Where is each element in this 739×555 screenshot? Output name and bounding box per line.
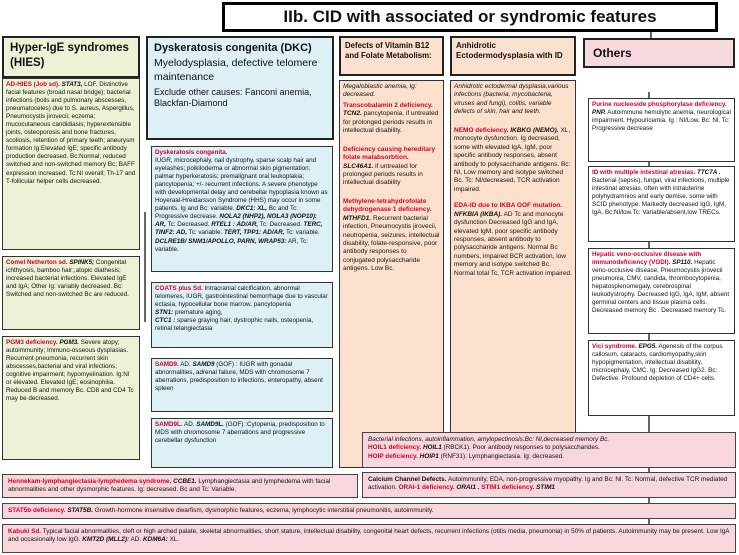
pgm3-name: PGM3 deficiency. <box>6 339 58 346</box>
b12-box <box>339 80 444 468</box>
b12-header <box>339 36 444 76</box>
samd9-gene: SAMD9 <box>192 361 215 368</box>
pnp-box <box>588 98 735 162</box>
tcn2-gene: TCN2. <box>343 110 362 118</box>
dkc-text: IUGR, microcephaly, nail dystrophy, sparse scalp hair and eyelashes; poikiloderma or abnormal skin pigmentation; palmar hyperkeratosis; premalignant oral leukoplakia; pancytopenia; +/- recurrent infections. A severe phenotype with developmental delay and cerebellar hypoplasia known as Hoyeraal-Hreidarsson Syndrome (HHS) may occur in some patients. Ig and Bc: variable. <box>155 157 328 213</box>
vodi-text: Hepatic veno-occlusive disease, Pneumocystis jirovecii pneumonia, CMV, candida, thrombocytopenia, hepatosplenomegaly, cerebrospinal leukodystrophy. Decreased IgG, IgA, IgM, absent germinal centers and tissue plasma cells. Decreased memory Bc . Decreased memory Tc. <box>592 259 730 315</box>
connector-dkc-spine <box>144 212 146 322</box>
dkc-gene-6: DCLRE1B/ SNM1/APOLLO, PARN, WRAP53: <box>155 237 287 245</box>
hies-header <box>2 36 140 78</box>
samd9l-pre: AD. <box>184 421 195 428</box>
samd9l-gene: SAMD9L. <box>196 421 224 428</box>
dkc-box <box>151 146 333 272</box>
vodi-name: Hepatic veno-occlusive disease with immunodeficiency (VODI). <box>592 251 702 267</box>
ad-hies-box <box>2 78 140 250</box>
kabuki-text: Typical facial abnormalities, cleft or high arched palate, skeletal abnormalities, short stature, intellectual disability, congenital heart defects, recurrent infections (otitis media, pneumonia) in 50% of patients. Autoimmunity may be present. Low IgA and occasionally low IgG. <box>8 528 730 544</box>
hoil-box <box>362 432 736 468</box>
dkc-text-2: Tc: Decreased. <box>167 221 210 229</box>
netherton-name: Comel Netherton sd. <box>6 259 68 266</box>
dkc-header <box>146 36 334 140</box>
coats-text: Intracranial calcification, abnormal telomeres, IUGR, gastrointestinal hemorrhage due to vascular ectasia, hypocellular bone marrow. pancytopenia <box>155 285 328 309</box>
coats-gene-1: STN1: <box>155 309 174 317</box>
mthfd1-text: Recurrent bacterial infection, Pneumocystis jirovecii, neutropenia, seizures, intellectual disability, folate-responsive, poor antibody responses to conjugated polysaccharide antigens. Low Bc. <box>343 214 440 273</box>
eda-header <box>450 36 576 76</box>
samd9-box <box>151 358 333 412</box>
kabuki-gene-2: KDM6A: <box>142 536 168 544</box>
dkc-header-title: Dyskeratosis congenita (DKC) <box>154 42 312 54</box>
tcn2-text: pancytopenia, if untreated for prolonged periods results in intellectual disability. <box>343 110 439 135</box>
kabuki-gene-1: KMT2D (MLL2): <box>82 536 130 544</box>
vici-name: Vici syndrome. <box>592 343 637 350</box>
samd9-pre: AD. <box>180 361 191 368</box>
samd9-name: SAMD9. <box>155 361 179 368</box>
vodi-box <box>588 248 735 334</box>
b12-intro: Megaloblastic anemia, Ig: decreased. <box>343 83 417 99</box>
dkc-text-4: Tc: variable. <box>188 229 223 237</box>
mthfd1-name: Methylene-tetrahydrofolate dehydrogenase 1 deficiency. <box>343 197 432 214</box>
orai1-gene: ORAI1 . <box>456 484 480 492</box>
coats-text-1: premature aging, <box>174 309 223 317</box>
samd9l-text: (GOF) :Cytopenia, predisposition to MDS with chromosome 7 aberrations and progressive cerebellar dysfunction <box>155 421 325 445</box>
hennekam-text: Lymphangiectasia and lymphedema with facial abnormalities and other dysmorphic features. Ig: decreased. Bc and Tc: Variable. <box>8 478 331 494</box>
netherton-box <box>2 256 140 330</box>
hies-header-text: Hyper-IgE syndromes (HIES) <box>10 42 129 69</box>
dkc-gene-2: NOLA2 (NHP2), NOLA3 (NOP10): AR, <box>155 213 318 229</box>
dkc-gene-4: TERC, TINF2: AD, <box>155 221 323 237</box>
pgm3-gene: PGM3. <box>59 339 80 346</box>
hoil1-gene: HOIL1 <box>422 444 442 452</box>
tcn2-name: Transcobalamin 2 deficiency. <box>343 101 433 109</box>
eda-header-text: Anhidrotic Ectodermodysplasia with ID <box>456 41 563 61</box>
b12-header-text: Defects of Vitamin B12 and Folate Metabolism: <box>345 41 432 61</box>
stat5b-box <box>2 503 736 519</box>
netherton-text: Congenital ichthyosis, bamboo hair;,atopic diathesis; increased bacterial infections. Elevated IgE and IgA; Other Ig: variably decreased. Bc: Switched and non-switched Bc are reduced. <box>6 259 129 299</box>
vici-text: Agenesis of the corpus callosum, cataracts, cardiomyopathy,skin hypopigmentation, intellectual disability, microcephaly, CMC. Ig: Decreased IgG2. Bc: Defective. Profound depletion of CD4+ cells. <box>592 343 723 383</box>
others-header <box>583 38 735 68</box>
others-header-text: Others <box>593 46 632 60</box>
stat5b-name: STAT5b deficiency. <box>8 507 66 514</box>
dkc-text-1: Bc and Tc: Progressive decrease. <box>155 205 299 221</box>
pnp-name: Purine nucleoside phosphorylase deficiency. <box>592 101 727 108</box>
hoil1-text: (RBCK1). Poor antibody responses to polysaccharides. <box>443 444 600 452</box>
netherton-gene: SPINK5; <box>69 259 95 266</box>
slc46a1-name: Deficiency causing hereditary folate malabsorbtion. <box>343 145 436 162</box>
dkc-gene-3: RTEL1 : AD/AR, <box>211 221 259 229</box>
pnp-text: Autoimmune hemolytic anemia, neurological impairment. Hypouricemia. Ig : Nl/Low. Bc: Nl. Tc: Progressive decrease <box>592 109 731 133</box>
hennekam-gene: CCBE1. <box>173 478 197 485</box>
page-title: IIb. CID with associated or syndromic features <box>222 2 718 32</box>
stat5b-gene: STAT5B. <box>67 507 93 514</box>
ikba-text: AD Tc and monocyte dysfunction Decreased IgG and IgA, elevated IgM, poor specific antibody responses, absent antibody to polysaccharide antigens. Normal Bc numbers, impaired BCR activation, low memory and isotype switched Bc. Normal total Tc, TCR activation impaired. <box>454 210 572 277</box>
kabuki-text-1: AD. <box>130 536 142 544</box>
dkc-header-sub1: Myelodysplasia, defective telomere maintenance <box>154 57 318 83</box>
vici-gene: EPG5. <box>638 343 657 350</box>
coats-name: COATS plus Sd. <box>155 285 203 292</box>
vici-box <box>588 340 735 416</box>
slc46a1-gene: SLC46A1. <box>343 162 374 170</box>
ttc7a-name: ID with multiple intestinal atresias. <box>592 169 696 176</box>
ad-hies-name: AD-HIES (Job sd). <box>6 81 60 88</box>
dkc-text-6: AR, Tc: variable. <box>155 237 309 253</box>
hoip-name: HOIP deficiency. <box>368 452 418 460</box>
coats-box <box>151 282 333 348</box>
dkc-gene-5: TERT, TPP1: AD/AR, <box>223 229 285 237</box>
hoil-intro: Bacterial infections, autoinflammation, amylopectinosis.Bc: Nl,decreased memory Bc. <box>368 436 610 443</box>
dkc-header-sub2: Exclude other causes: Fanconi anemia, Blackfan-Diamond <box>154 86 312 109</box>
hoil1-name: HOIL1 deficiency. <box>368 444 422 452</box>
hoip-gene: HOIP1 <box>419 452 439 460</box>
samd9-text: (GOF) : IUGR with gonadal abnormalities, adrenal failure, MDS with chromosome 7 aberrations, predisposition to infections, enteropathy, absent spleen <box>155 361 323 393</box>
stat5b-text: Growth-hormone insensitive dwarfism, dysmorphic features, eczema, lymphocytic interstitial pneumonitis, autoimmunity. <box>94 507 434 514</box>
coats-text-2: sparse graying hair, dystrophic nails, osteopenia, retinal telangiectasia <box>155 317 314 333</box>
calcium-box <box>362 472 736 498</box>
hennekam-box <box>2 474 358 498</box>
vodi-gene: SP110. <box>672 259 693 267</box>
samd9l-name: SAMD9L. <box>155 421 183 428</box>
ttc7a-gene: TTC7A . <box>696 169 721 176</box>
kabuki-name: Kabuki Sd. <box>8 528 42 535</box>
eda-intro: Anhidrotic ectodermal dysplasia,various infections (bacteria, mycobacteria, viruses and fungi), colitis, variable defects of skin, hair and teeth. <box>454 83 569 116</box>
samd9l-box <box>151 418 333 468</box>
ikba-name: EDA-ID due to IKBA GOF mutation. <box>454 202 563 210</box>
nemo-name: NEMO deficiency. <box>454 126 509 134</box>
hoip-text: (RNF31). Lymphangiectasia. Ig: decreased. <box>440 452 564 460</box>
eda-box <box>450 80 576 468</box>
kabuki-box <box>2 524 736 553</box>
coats-gene-2: CTC1 : <box>155 317 176 325</box>
pnp-gene: PNP. <box>592 109 606 117</box>
pgm3-text: Severe atopy; autoimmunity; Immuno-osseous dysplasias. Recurrent pneumonia, recurrent skin abscesses,bacterial and viral infections; cognitive impairment; hypomyelination. Ig:Nl or elevated. Elevated IgE; eosinophilia. Reduced B and memory Bc. CD8 and CD4 Tc may be decreased. <box>6 339 134 403</box>
ikba-gene: NFKBIA (IKBA). <box>454 210 503 218</box>
hennekam-name: Hennekam-lymphangiectasia-lymphedema syndrome. <box>8 478 172 485</box>
nemo-text: XL, monocyte dysfunction. Ig decreased, some with elevated IgA, IgM, poor specific antibody responses, absent antibody to polysaccharide antigens. Bc: Nl, Low memory and isotype switched Bc. Tc: Nl/decreased, TCR activation impaired. <box>454 126 571 193</box>
nemo-gene: IKBKG (NEMO). <box>510 126 559 134</box>
ttc7a-box <box>588 166 735 242</box>
dkc-gene-1: DKC1: XL, <box>236 205 268 213</box>
slc46a1-text: if untreated for prolonged periods results in intellectual disability <box>343 162 423 187</box>
dkc-text-5: Tc: variable. <box>286 229 320 237</box>
ad-hies-gene: STAT3, <box>61 81 83 88</box>
dkc-text-3: Tc: Decreased. <box>259 221 302 229</box>
ad-hies-text: LOF. Distinctive facial features (broad nasal bridge); bacterial infections (boils and pulmonary abscesses, pneumatoceles) due to S. aureus, Aspergillus, Pneumocystis jirovecii; eczema; mucocutaneous candidiasis; hyperextensible joints, osteoporosis and bone fractures, scoliosis, retention of primary teeth; aneurysm formation Ig:Elevated IgE; specific antibody production decreased. Bc:Normal; reduced switched and non-switched memory Bc; BAFF expression increased. Tc:Nl overall; Th-17 and T-follicular helper cells decreased. <box>6 81 136 185</box>
mthfd1-gene: MTHFD1. <box>343 214 372 222</box>
calcium-name: Calcium Channel Defects. <box>368 476 447 483</box>
stim1-name: STIM1 deficiency. <box>481 484 535 492</box>
ttc7a-text: Bacterial (sepsis), fungal, viral infections, multiple intestinal atresias, often with intrauterine polyhydramnios and early demise, some with SCID phenotype. Markedly decreased IgG, IgM, IgA. Bc:Nl/low.Tc: Variable/absent,low TRECs. <box>592 177 730 217</box>
orai1-name: ORAI-1 deficiency. <box>398 484 455 492</box>
dkc-name: Dyskeratosis congenita. <box>155 149 228 156</box>
kabuki-text-2: XL. <box>169 536 180 544</box>
calcium-text: Autoimmunity, EDA, non-progressive myopathy. Ig and Bc: Nl. Tc: Normal, defective TCR mediated activation. <box>368 476 728 492</box>
pgm3-box <box>2 336 140 460</box>
stim1-gene: STIM1 <box>536 484 555 492</box>
